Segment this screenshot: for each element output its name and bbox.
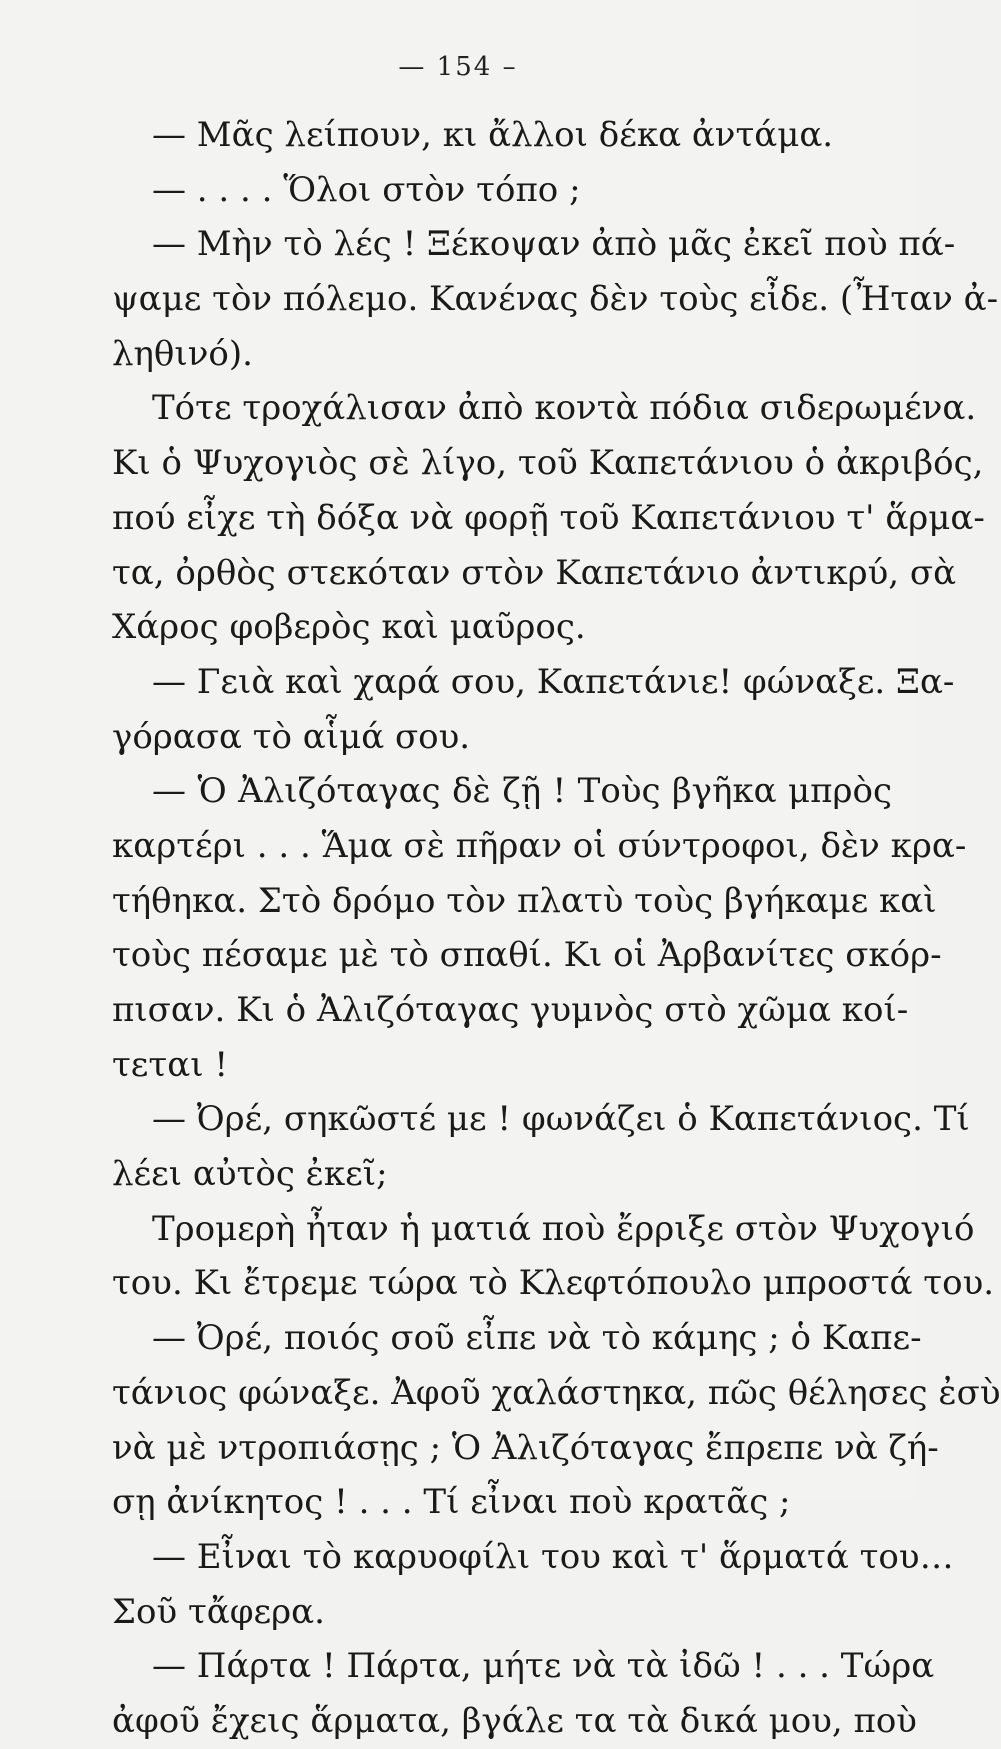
- text-line: τήθηκα. Στὸ δρόμο τὸν πλατὺ τοὺς βγήκαμε καὶ: [112, 880, 937, 921]
- body-text: [112, 108, 1001, 1749]
- text-line: σῃ ἀνίκητος ! . . . Τί εἶναι ποὺ κρατᾶς ;: [112, 1482, 791, 1523]
- text-line: — Γειὰ καὶ χαρά σου, Καπετάνιε! φώναξε. Ξα-: [152, 661, 955, 702]
- text-line: του. Κι ἔτρεμε τώρα τὸ Κλεφτόπουλο μπροστά του.: [112, 1263, 995, 1304]
- text-line: τοὺς πέσαμε μὲ τὸ σπαθί. Κι οἱ Ἀρβανίτες σκόρ-: [112, 935, 942, 976]
- text-line: — Ὀρέ, ποιός σοῦ εἶπε νὰ τὸ κάμης ; ὁ Καπε-: [152, 1318, 922, 1359]
- text-line: ἀφοῦ ἔχεις ἅρματα, βγάλε τα τὰ δικά μου, ποὺ: [112, 1700, 917, 1741]
- text-line: — Ὀρέ, σηκῶστέ με ! φωνάζει ὁ Καπετάνιος. Τί: [152, 1099, 970, 1140]
- text-line: λέει αὐτὸς ἐκεῖ;: [112, 1154, 388, 1195]
- text-line: ληθινό).: [112, 333, 253, 374]
- text-line: Σοῦ τἄφερα.: [112, 1591, 325, 1632]
- text-line: — . . . . Ὅλοι στὸν τόπο ;: [152, 169, 581, 210]
- text-line: καρτέρι . . . Ἅμα σὲ πῆραν οἱ σύντροφοι, δὲν κρα-: [112, 825, 967, 866]
- text-line: — Πάρτα ! Πάρτα, μήτε νὰ τὰ ἰδῶ ! . . . Τώρα: [152, 1646, 935, 1687]
- text-line: — Μᾶς λείπουν, κι ἄλλοι δέκα ἀντάμα.: [152, 115, 834, 155]
- text-line: τάνιος φώναξε. Ἀφοῦ χαλάστηκα, πῶς θέλησες ἐσὺ: [112, 1372, 1001, 1413]
- text-line: πού εἶχε τὴ δόξα νὰ φορῇ τοῦ Καπετάνιου τ' ἅρμα-: [112, 497, 985, 538]
- text-line: γόρασα τὸ αἷμά σου.: [112, 716, 471, 757]
- text-line: Τρομερὴ ἦταν ἡ ματιά ποὺ ἔρριξε στὸν Ψυχογιό: [152, 1208, 975, 1249]
- text-line: νὰ μὲ ντροπιάσῃς ; Ὁ Ἀλιζόταγας ἔπρεπε νὰ ζή-: [112, 1427, 939, 1468]
- text-line: ψαμε τὸν πόλεμο. Κανένας δὲν τοὺς εἶδε. (Ἦταν ἀ-: [112, 279, 999, 320]
- text-line: — Μὴν τὸ λές ! Ξέκοψαν ἀπὸ μᾶς ἐκεῖ ποὺ πά-: [152, 224, 956, 265]
- text-line: τεται !: [112, 1044, 228, 1085]
- text-line: Κι ὁ Ψυχογιὸς σὲ λίγο, τοῦ Καπετάνιου ὁ ἀκριβός,: [112, 443, 984, 484]
- text-line: πισαν. Κι ὁ Ἀλιζόταγας γυμνὸς στὸ χῶμα κοί-: [112, 990, 909, 1030]
- text-line: — Ὁ Ἀλιζόταγας δὲ ζῇ ! Τοὺς βγῆκα μπρὸς: [152, 771, 892, 812]
- text-line: τα, ὀρθὸς στεκόταν στὸν Καπετάνιο ἀντικρύ, σὰ: [112, 552, 957, 593]
- text-line: — Εἶναι τὸ καρυοφίλι του καὶ τ' ἅρματά του…: [152, 1536, 954, 1577]
- text-line: Τότε τροχάλισαν ἀπὸ κοντὰ πόδια σιδερωμένα.: [152, 388, 977, 429]
- text-line: Χάρος φοβερὸς καὶ μαῦρος.: [112, 607, 586, 648]
- page-number: — 154 –: [398, 52, 518, 82]
